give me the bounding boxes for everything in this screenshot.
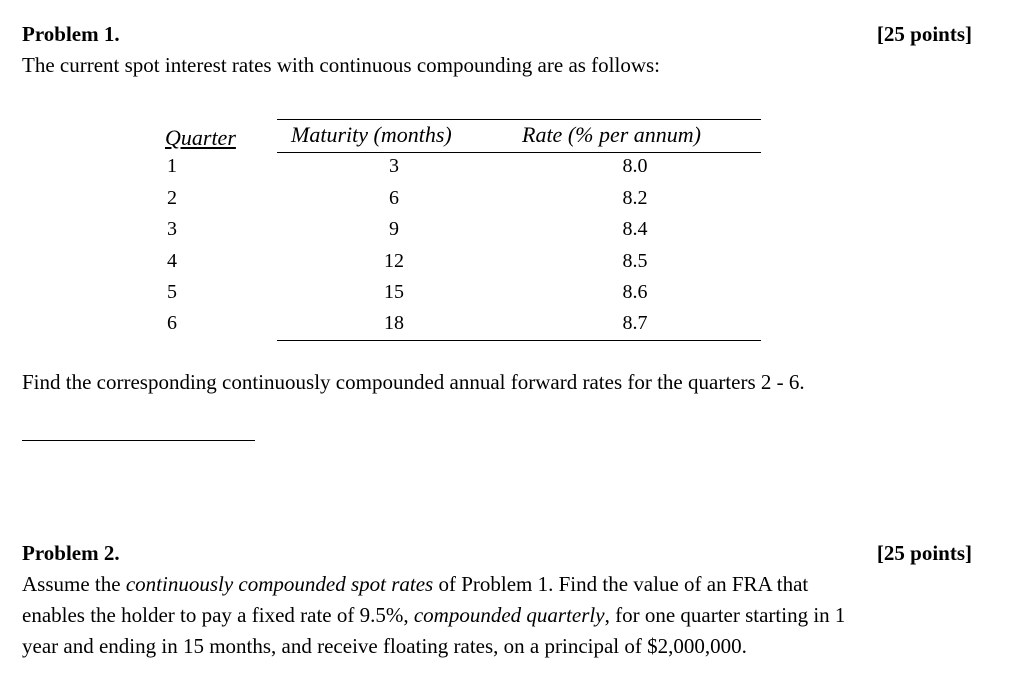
problem2-line2-c: , for one quarter starting in 1 <box>604 603 846 627</box>
table-header-rule <box>277 152 761 153</box>
quarter-cell: 1 <box>167 155 177 177</box>
problem2-title: Problem 2. <box>22 541 120 565</box>
rate-header: Rate (% per annum) <box>522 122 702 147</box>
table-top-rule <box>277 119 761 120</box>
maturity-cell: 15 <box>384 281 404 303</box>
maturity-cell: 6 <box>389 187 399 209</box>
quarter-cell: 6 <box>167 312 177 334</box>
rate-cell: 8.6 <box>622 281 648 303</box>
problem2-line1-emphasis: continuously compounded spot rates <box>125 572 434 596</box>
maturity-cell: 9 <box>389 218 399 240</box>
problem2-line3: year and ending in 15 months, and receive floating rates, on a principal of $2,000,000. <box>22 634 747 658</box>
rate-cell: 8.4 <box>622 218 648 240</box>
problem2-line1-a: Assume the <box>22 572 126 596</box>
problem1-question: Find the corresponding continuously compounded annual forward rates for the quarters 2 - 6. <box>22 370 805 394</box>
quarter-cell: 2 <box>167 187 177 209</box>
quarter-cell: 3 <box>167 218 177 240</box>
problem1-title: Problem 1. <box>22 22 120 46</box>
quarter-cell: 4 <box>167 250 177 272</box>
rate-cell: 8.2 <box>622 187 648 209</box>
rate-cell: 8.5 <box>622 250 648 272</box>
maturity-header: Maturity (months) <box>291 122 452 147</box>
problem2-points: [25 points] <box>876 541 972 565</box>
problem2-line2-emphasis: compounded quarterly <box>413 603 605 627</box>
answer-line <box>22 440 255 441</box>
table-bottom-rule <box>277 340 761 341</box>
rate-cell: 8.7 <box>622 312 648 334</box>
problem1-points: [25 points] <box>876 22 972 46</box>
maturity-cell: 12 <box>384 250 404 272</box>
rate-cell: 8.0 <box>622 155 648 177</box>
problem1-intro: The current spot interest rates with continuous compounding are as follows: <box>22 53 661 77</box>
problem2-line2-a: enables the holder to pay a fixed rate of 9.5%, <box>22 603 414 627</box>
quarter-cell: 5 <box>167 281 177 303</box>
maturity-cell: 18 <box>384 312 404 334</box>
maturity-cell: 3 <box>389 155 399 177</box>
problem2-line1-c: of Problem 1. Find the value of an FRA that <box>433 572 809 596</box>
quarter-header: Quarter <box>165 125 236 150</box>
problem2-line1 <box>22 572 808 597</box>
problem2-line2 <box>22 603 845 628</box>
